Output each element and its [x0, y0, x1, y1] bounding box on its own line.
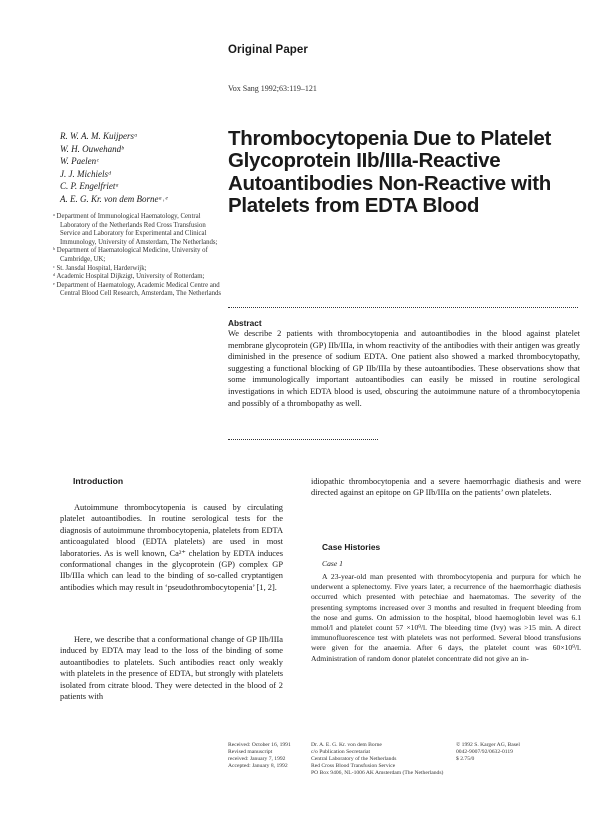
author: R. W. A. M. Kuijpersᵃ	[60, 131, 138, 141]
affiliation: ᵇ Department of Haematological Medicine, University of Cambridge, UK;	[53, 247, 208, 263]
footer-line: Dr. A. E. G. Kr. von dem Borne	[311, 742, 382, 748]
footer-line: Central Laboratory of the Netherlands	[311, 756, 397, 762]
footer-line: Received: October 16, 1991	[228, 742, 291, 748]
footer-received-dates	[228, 742, 308, 770]
journal-citation: Vox Sang 1992;63:119–121	[228, 84, 317, 93]
introduction-heading: Introduction	[73, 476, 124, 486]
affiliation: ᵈ Academic Hospital Dijkzigt, University of Rotterdam;	[53, 273, 205, 281]
footer-line: received: January 7, 1992	[228, 756, 286, 762]
affiliation: ᵃ Department of Immunological Haematology, Central Laboratory of the Netherlands Red Cross Transfusion Service and Laboratory for Experimental and Clinical Immunology, University of Amsterdam, The Netherlands;	[53, 213, 218, 246]
abstract-top-rule	[228, 307, 578, 308]
case-subheading: Case 1	[322, 559, 343, 568]
affiliation: ᵉ Department of Haematology, Academic Medical Centre and Central Blood Cell Research, Amsterdam, The Netherlands	[53, 281, 222, 298]
introduction-paragraph-2: Here, we describe that a conformational change of GP IIb/IIIa induced by EDTA may lead to the loss of the binding of some autoantibodies to platelets. Such antibodies react only weakly with platelets in the presence of EDTA, but strongly with platelets isolated from citrate blood. They were detected in the blood of 2 patients with	[60, 635, 283, 702]
section-label: Original Paper	[228, 44, 309, 56]
case-1-text: A 23-year-old man presented with thrombocytopenia and purpura for which he underwent a splenectomy. Five years later, a recurrence of the haemorrhagic diathesis occurred which presented with petechiae and haematomas. The severity of the presenting symptoms increased over 3 months and resulted in frequent bleeding from the nose and gums. On admission to the hospital, blood haemoglobin level was 6.1 mmol/l and platelet count 57 ×10⁹/l. The bleeding time (Ivy) was >15 min. A direct immunofluorescence test with platelets was not performed. Several blood transfusions were given for the anaemia. After 6 days, the platelet count was 60×10⁹/l. Administration of random donor platelet concentrate did not give an in-	[311, 572, 581, 663]
footer-line: Accepted: January 8, 1992	[228, 763, 288, 769]
introduction-paragraph-1: Autoimmune thrombocytopenia is caused by circulating platelet autoantibodies. In routine serological tests for the diagnosis of autoimmune thrombocytopenia, platelets from EDTA anticoagulated blood (EDTA platelets) are used in most laboratories. As is well known, Ca²⁺ chelation by EDTA induces conformational changes in the glycoprotein (GP) complex GP IIb/IIIa which can lead to the binding of so-called cryptantigen antibodies which may result in ‘pseudothrombocytopenia’ [1, 2].	[60, 503, 283, 592]
footer-correspondence	[311, 742, 451, 777]
author: A. E. G. Kr. von dem Borneᵃ˒ᵉ	[60, 193, 168, 204]
author: C. P. Engelfrietᵃ	[60, 181, 119, 192]
right-column-continuation: idiopathic thrombocytopenia and a severe haemorrhagic diathesis and were directed against an epitope on GP IIb/IIIa on the patients’ own platelets.	[311, 477, 581, 498]
footer-line: PO Box 9406, NL-1006 AK Amsterdam (The Netherlands)	[311, 770, 444, 776]
author: W. H. Ouwehandᵇ	[60, 143, 124, 154]
case-histories-heading: Case Histories	[322, 542, 381, 552]
abstract-heading: Abstract	[228, 318, 262, 328]
author: J. J. Michielsᵈ	[60, 168, 111, 179]
affiliation: ᶜ St. Jansdal Hospital, Harderwijk;	[53, 264, 147, 272]
footer-line: c/o Publication Secretariat	[311, 749, 371, 755]
affiliation-list	[53, 213, 223, 299]
footer-line: $ 2.75/0	[456, 756, 475, 762]
footer-line: 0042-9007/92/0632-0119	[456, 749, 513, 755]
author-list	[60, 130, 167, 206]
abstract-text: We describe 2 patients with thrombocytopenia and autoantibodies in the blood against platelet membrane glycoprotein (GP) IIb/IIIa, in whom reactivity of the antibodies with their antigen was greatly diminished in the presence of sodium EDTA. One patient also showed a marked thrombocytopathy, suggesting a functional blocking of GP IIb/IIIa by these autoantibodies. These observations show that some immunologically important autoantibodies can easily be missed in routine serological investigations in which EDTA blood is used, obscuring the autoimmune nature of a thrombocytopenia and possibly of a thrombopathy as well.	[228, 329, 580, 408]
footer-line: © 1992 S. Karger AG, Basel	[456, 742, 520, 748]
paper-title: Thrombocytopenia Due to Platelet Glycoprotein IIb/IIIa-Reactive Autoantibodies Non-Reactive with Platelets from EDTA Blood	[228, 127, 551, 218]
footer-line: Red Cross Blood Transfusion Service	[311, 763, 396, 769]
footer-copyright	[456, 742, 576, 763]
author: W. Paelenᶜ	[60, 156, 99, 167]
abstract-bottom-rule	[228, 439, 378, 440]
footer-line: Revised manuscript	[228, 749, 273, 755]
